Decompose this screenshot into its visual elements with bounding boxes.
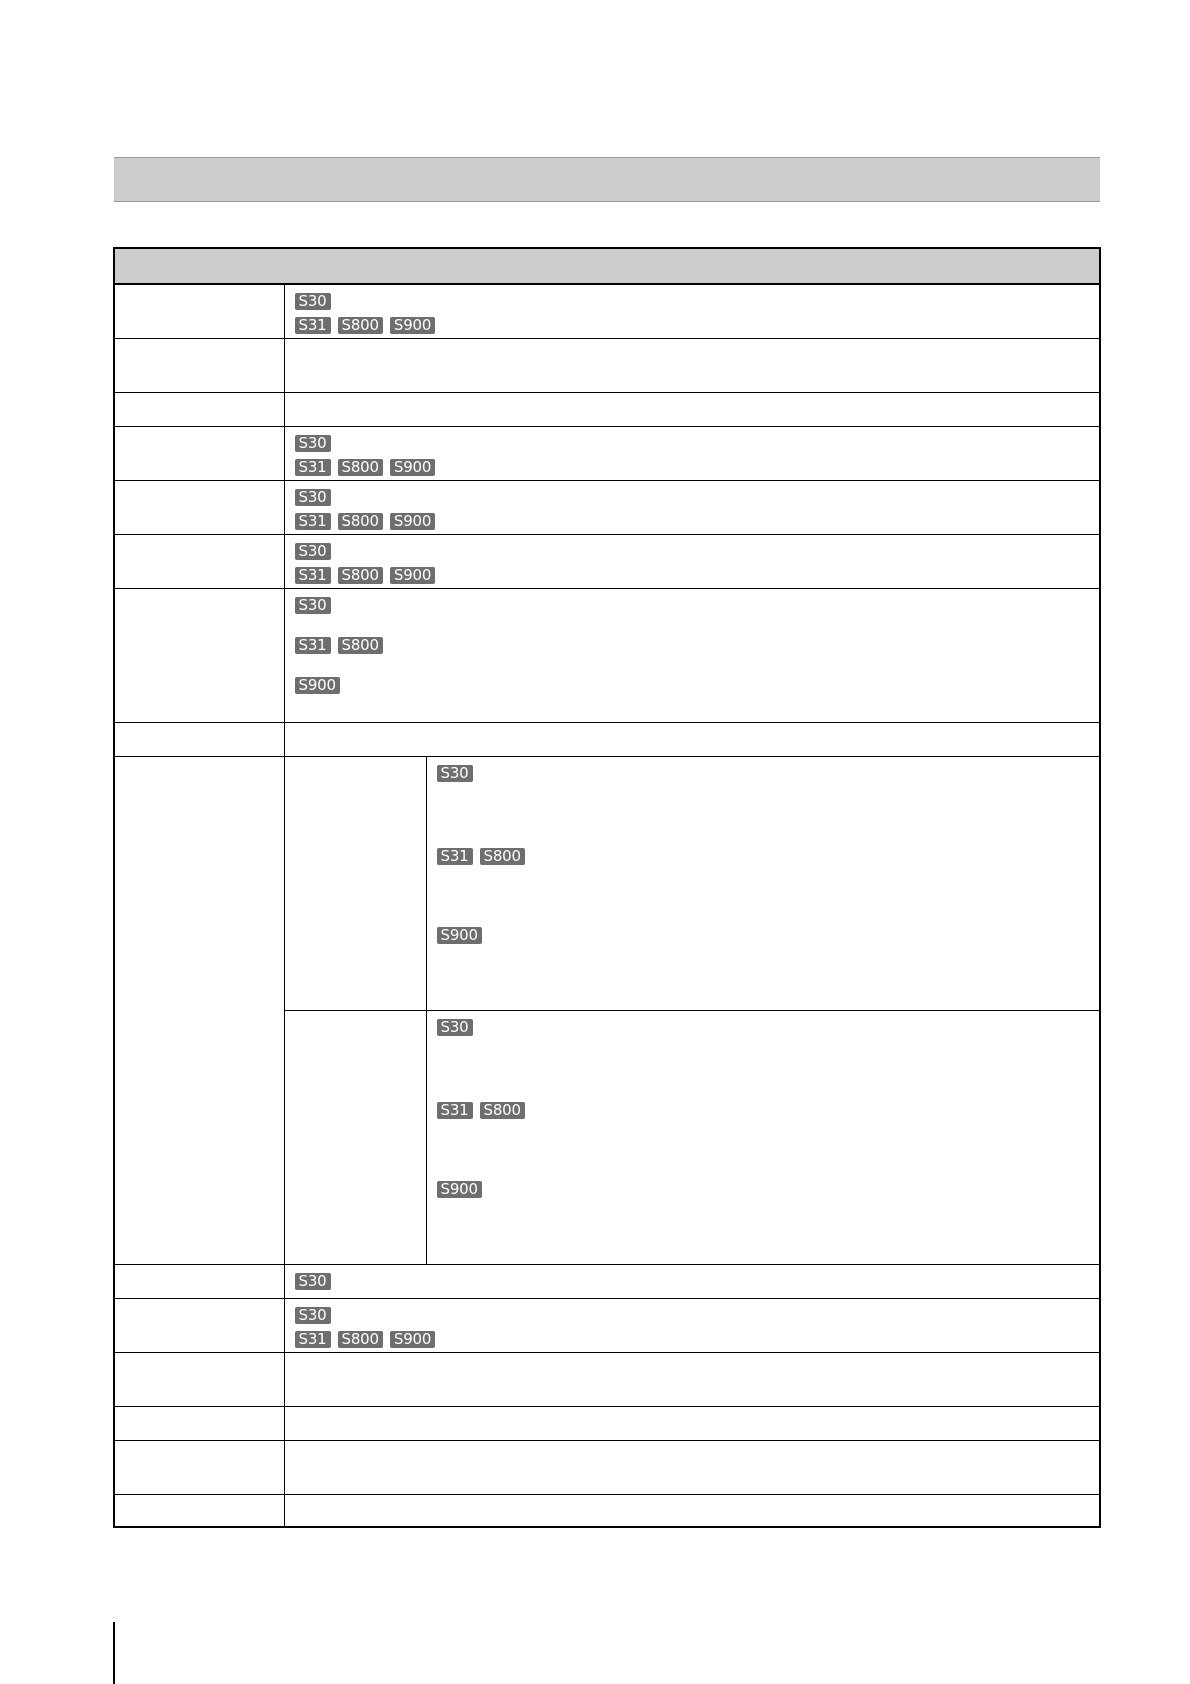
table-header-cell [114,248,1100,284]
model-badge-s800: S800 [338,317,383,334]
row-label-cell [114,1406,284,1440]
model-badge-s900: S900 [437,927,482,944]
model-badge-s31: S31 [295,459,331,476]
model-badge-s31: S31 [437,1102,473,1119]
model-badge-s800: S800 [338,459,383,476]
row-label-cell [114,756,284,1264]
model-badge-s30: S30 [295,293,331,310]
row-value-cell [284,1264,1100,1298]
table-row [114,722,1100,756]
row-label-cell [114,1264,284,1298]
model-badge-s900: S900 [295,677,340,694]
row-label-cell [114,534,284,588]
model-badge-s900: S900 [390,317,435,334]
model-badge-s800: S800 [338,637,383,654]
model-badge-s30: S30 [295,489,331,506]
row-value-cell [284,1352,1100,1406]
row-value-cell [284,338,1100,392]
model-badge-s30: S30 [437,1019,473,1036]
row-value-cell [284,722,1100,756]
table-row [114,1298,1100,1352]
model-badge-s900: S900 [390,513,435,530]
row-value-cell [284,1440,1100,1494]
table-row [114,480,1100,534]
model-badge-s31: S31 [437,848,473,865]
table-row [114,1406,1100,1440]
model-badge-s31: S31 [295,567,331,584]
row-label-cell [114,588,284,722]
row-value-cell [284,534,1100,588]
sub-label-cell [284,1010,426,1264]
model-badge-s900: S900 [390,1331,435,1348]
sub-value-cell [426,1010,1100,1264]
table-row [114,426,1100,480]
model-badge-s31: S31 [295,317,331,334]
spec-table [113,247,1101,1528]
model-badge-s800: S800 [338,513,383,530]
section-heading-bar [114,157,1100,202]
table-row [114,534,1100,588]
table-header-row [114,248,1100,284]
table-row [114,1440,1100,1494]
row-label-cell [114,1298,284,1352]
model-badge-s30: S30 [295,543,331,560]
row-label-cell [114,480,284,534]
model-badge-s800: S800 [480,848,525,865]
model-badge-s30: S30 [295,435,331,452]
model-badge-s900: S900 [437,1181,482,1198]
row-label-cell [114,392,284,426]
row-label-cell [114,338,284,392]
row-label-cell [114,1494,284,1527]
table-row [114,1494,1100,1527]
model-badge-s30: S30 [437,765,473,782]
table-row [114,284,1100,338]
table-row [114,588,1100,722]
model-badge-s30: S30 [295,1307,331,1324]
page-margin-rule [113,1622,115,1684]
row-label-cell [114,1440,284,1494]
table-row [114,1264,1100,1298]
model-badge-s30: S30 [295,1273,331,1290]
row-value-cell [284,588,1100,722]
sub-label-cell [284,756,426,1010]
table-row [114,1352,1100,1406]
row-value-cell [284,1494,1100,1527]
row-value-cell [284,480,1100,534]
row-label-cell [114,426,284,480]
model-badge-s31: S31 [295,637,331,654]
table-row [114,392,1100,426]
row-value-cell [284,1298,1100,1352]
sub-value-cell [426,756,1100,1010]
model-badge-s31: S31 [295,1331,331,1348]
table-row [114,338,1100,392]
row-value-cell [284,1406,1100,1440]
row-label-cell [114,722,284,756]
row-label-cell [114,284,284,338]
table-row [114,756,1100,1010]
model-badge-s800: S800 [338,567,383,584]
row-value-cell [284,426,1100,480]
row-value-cell [284,284,1100,338]
model-badge-s800: S800 [338,1331,383,1348]
model-badge-s900: S900 [390,567,435,584]
model-badge-s800: S800 [480,1102,525,1119]
model-badge-s900: S900 [390,459,435,476]
model-badge-s31: S31 [295,513,331,530]
model-badge-s30: S30 [295,597,331,614]
row-label-cell [114,1352,284,1406]
row-value-cell [284,392,1100,426]
